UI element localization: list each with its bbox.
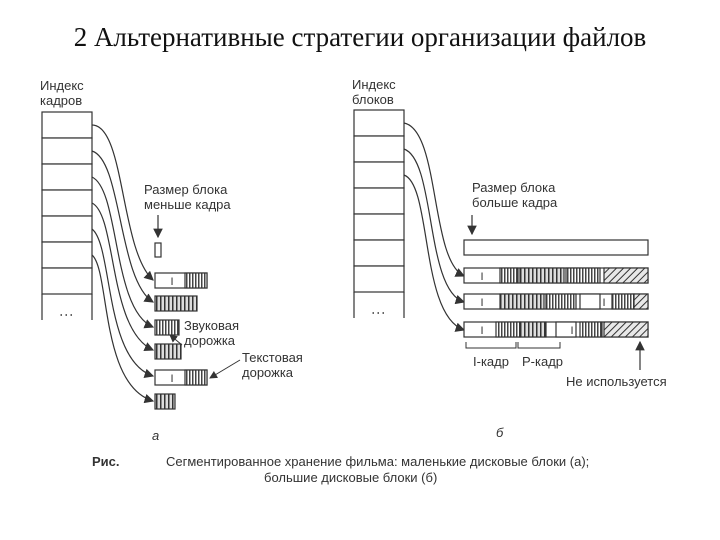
index-ellipsis: ⋮	[371, 306, 387, 320]
unused-label: Не используется	[566, 374, 667, 389]
i-frame-marker: I	[602, 297, 606, 309]
right-index-arrows	[404, 123, 464, 330]
large-disk-blocks	[464, 268, 648, 337]
i-frame-marker: I	[480, 325, 484, 337]
small-block-note: Размер блока меньше кадра	[144, 182, 231, 212]
i-frame-marker: I	[480, 297, 484, 309]
large-block-marker	[464, 240, 648, 255]
i-frame-marker: I	[480, 271, 484, 283]
audio-track-label: Звуковая дорожка	[184, 318, 240, 348]
index-ellipsis: ⋮	[59, 308, 75, 322]
frame-index-label: Индекс кадров	[40, 78, 84, 108]
small-block-marker	[155, 243, 161, 257]
panel-letter-a: а	[152, 428, 160, 443]
i-frame-label: I-кадр	[473, 354, 509, 369]
left-index-arrows	[92, 125, 153, 401]
p-frame-label: Р-кадр	[522, 354, 564, 369]
caption-prefix: Рис.	[92, 454, 120, 469]
page-title: 2 Альтернативные стратегии организации файлов	[73, 22, 647, 52]
i-frame-marker: I	[170, 276, 174, 288]
block-index-label: Индекс блоков	[352, 77, 396, 107]
frame-index-table	[42, 112, 92, 320]
caption-line-2: большие дисковые блоки (б)	[264, 470, 438, 485]
frame-brace	[466, 342, 560, 348]
text-track-label: Текстовая дорожка	[242, 350, 303, 380]
i-frame-marker: I	[170, 373, 174, 385]
large-block-note: Размер блока больше кадра	[472, 180, 558, 210]
i-frame-marker: I	[570, 325, 574, 337]
caption-line-1: Сегментированное хранение фильма: маленькие дисковые блоки (а);	[166, 454, 590, 469]
panel-letter-b: б	[496, 425, 504, 440]
block-index-table	[354, 110, 404, 318]
